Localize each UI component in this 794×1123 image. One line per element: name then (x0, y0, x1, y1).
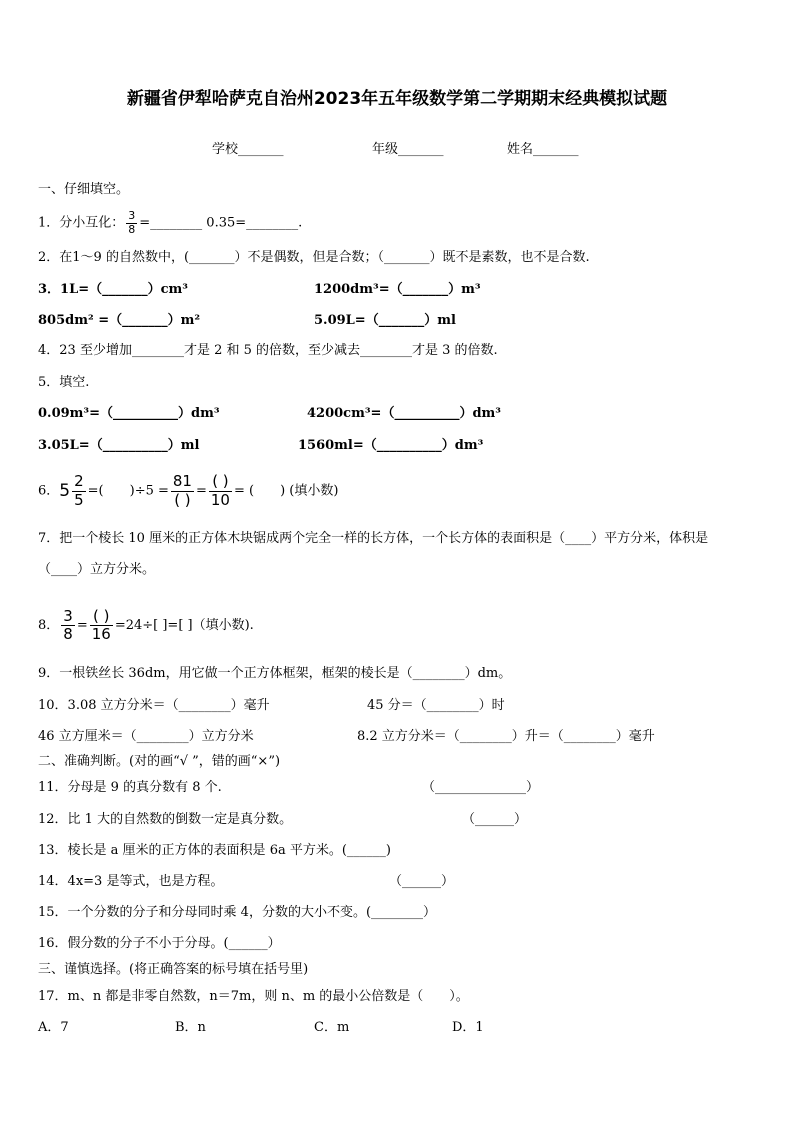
section3-heading: 三、谨慎选择。(将正确答案的标号填在括号里) (38, 962, 309, 977)
q6-fraction-numerator: 2 (74, 472, 84, 491)
question-9: 9．一根铁丝长 36dm，用它做一个正方体框架，框架的棱长是（________）dm。 (38, 666, 512, 681)
question-5c: 3.05L=（__________）ml (38, 438, 200, 453)
q1-fraction-denominator: 8 (128, 222, 136, 236)
q6-equals: = (195, 483, 207, 499)
question-4: 4．23 至少增加________才是 2 和 5 的倍数，至少减去________才是 3 的倍数. (38, 343, 498, 358)
q6-part1: =( )÷5 = (87, 483, 169, 499)
question-6 (38, 471, 338, 512)
q6-fraction-2 (171, 473, 194, 509)
question-13: 13．棱长是 a 厘米的正方体的表面积是 6a 平方米。(______) (38, 843, 391, 858)
question-5b: 4200cm³=（__________）dm³ (307, 406, 501, 421)
q6-fraction-3-denominator: 10 (210, 490, 230, 509)
q6-fraction-denominator: 5 (74, 490, 84, 509)
q6-fraction (72, 473, 86, 509)
question-15: 15．一个分数的分子和分母同时乘 4，分数的大小不变。(________） (38, 905, 437, 920)
q6-fraction-3-numerator: ( ) (209, 473, 232, 491)
q6-label: 6． (38, 483, 60, 499)
question-10b: 45 分＝（________）时 (367, 698, 505, 713)
question-3d: 5.09L=（_______）ml (314, 313, 456, 328)
question-12: 12．比 1 大的自然数的倒数一定是真分数。 (38, 812, 293, 827)
question-1 (38, 210, 302, 236)
question-11-answer-blank: （______________） (422, 780, 540, 795)
question-3a: 3．1L=（_______）cm³ (38, 282, 188, 297)
q8-fraction-2-denominator: 16 (91, 625, 111, 643)
question-11: 11．分母是 9 的真分数有 8 个. (38, 780, 222, 795)
q8-fraction-2-numerator: ( ) (90, 608, 113, 626)
q6-fraction-2-denominator: ( ) (174, 490, 191, 509)
q17-option-c: C．m (314, 1020, 350, 1035)
question-7-line-2: （____）立方分米。 (38, 562, 156, 577)
section1-heading: 一、仔细填空。 (38, 182, 130, 197)
q1-prefix: 1．分小互化： (38, 215, 125, 231)
question-10d: 8.2 立方分米＝（________）升＝（________）毫升 (357, 729, 655, 744)
section2-heading: 二、准确判断。(对的画“√ ”，错的画“×”) (38, 754, 281, 769)
question-17: 17．m、n 都是非零自然数，n＝7m，则 n、m 的最小公倍数是（ ）。 (38, 989, 469, 1004)
question-10c: 46 立方厘米＝（________）立方分米 (38, 729, 254, 744)
q8-fraction-denominator: 8 (63, 625, 73, 643)
q1-fraction (126, 210, 137, 236)
q6-fraction-2-numerator: 81 (172, 472, 192, 491)
question-2: 2．在1～9 的自然数中，(_______）不是偶数，但是合数；（_______）既不是素数，也不是合数. (38, 250, 590, 265)
question-3b: 1200dm³=（_______）m³ (314, 282, 481, 297)
question-16: 16．假分数的分子不小于分母。(______） (38, 936, 281, 951)
q8-label: 8． (38, 618, 60, 633)
name-field: 姓名_______ (507, 142, 579, 157)
q17-option-d: D．1 (452, 1020, 484, 1035)
school-field: 学校_______ (212, 142, 284, 157)
q1-suffix: =________ 0.35=________. (139, 215, 303, 231)
question-10a: 10．3.08 立方分米＝（________）毫升 (38, 698, 270, 713)
q8-fraction-2 (90, 608, 113, 644)
q17-option-b: B．n (175, 1020, 206, 1035)
q8-fraction-numerator: 3 (63, 606, 73, 625)
exam-title: 新疆省伊犁哈萨克自治州2023年五年级数学第二学期期末经典模拟试题 (126, 89, 668, 109)
question-3c: 805dm² =（_______）m² (38, 313, 201, 328)
q8-equals: = (76, 618, 88, 633)
q8-rest: =24÷[ ]=[ ]（填小数). (114, 618, 254, 633)
question-7-line-1: 7．把一个棱长 10 厘米的正方体木块锯成两个完全一样的长方体，一个长方体的表面积是（____）平方分米，体积是 (38, 531, 709, 546)
question-14-answer-blank: （______） (389, 874, 455, 889)
q6-whole: 5 (59, 481, 71, 501)
question-8 (38, 606, 254, 646)
question-5a: 0.09m³=（__________）dm³ (38, 406, 220, 421)
q1-fraction-numerator: 3 (128, 209, 136, 222)
grade-field: 年级_______ (372, 142, 444, 157)
question-12-answer-blank: （______） (462, 812, 528, 827)
question-14: 14．4x=3 是等式，也是方程。 (38, 874, 224, 889)
q6-fraction-3 (209, 473, 232, 509)
q8-fraction (61, 608, 75, 644)
question-5: 5．填空. (38, 375, 90, 390)
q6-part2: = ( ) (填小数) (233, 483, 339, 499)
question-5d: 1560ml=（__________）dm³ (298, 438, 484, 453)
q17-option-a: A．7 (38, 1020, 69, 1035)
